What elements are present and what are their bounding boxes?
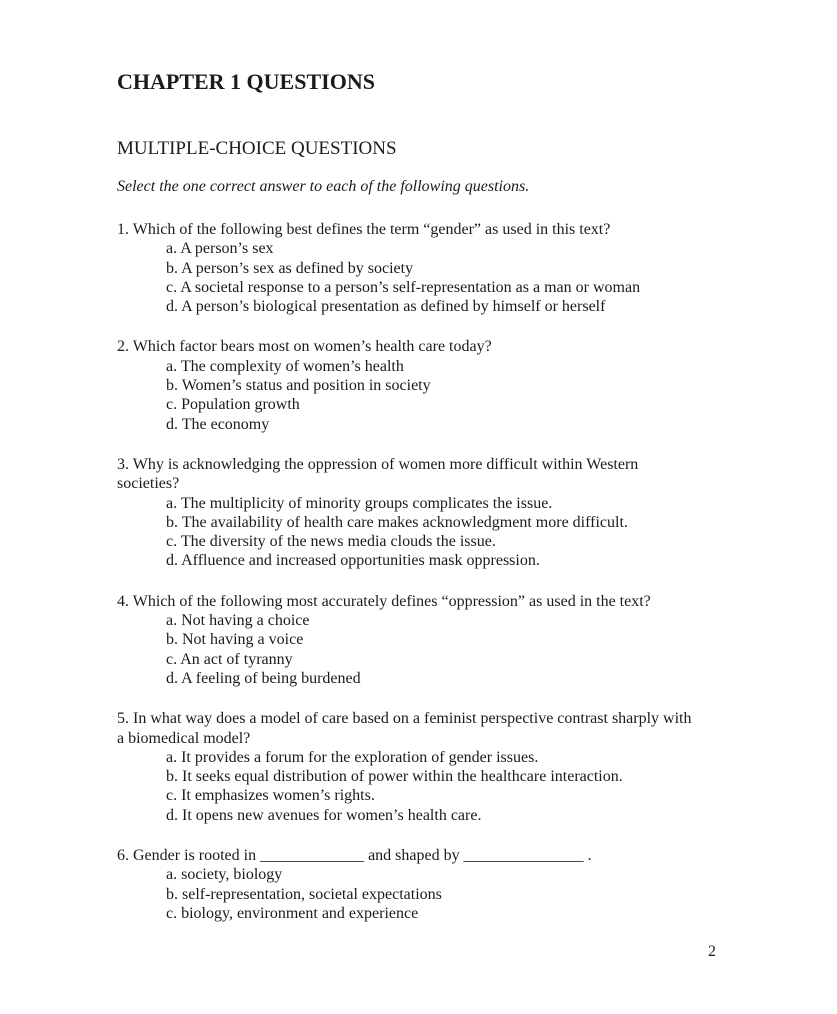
section-heading: MULTIPLE-CHOICE QUESTIONS [117,138,397,159]
question-option: d. It opens new avenues for women’s health care. [166,806,482,824]
question-option: c. An act of tyranny [166,650,293,668]
options-list [117,357,782,434]
question-option: b. It seeks equal distribution of power within the healthcare interaction. [166,768,623,786]
question-block-2 [117,337,782,433]
question-option: a. It provides a forum for the exploration of gender issues. [166,748,539,766]
question-option: a. The complexity of women’s health [166,357,404,375]
page-title: CHAPTER 1 QUESTIONS [117,69,375,94]
question-block-1 [117,220,782,316]
question-block-6 [117,846,782,923]
question-option: b. Not having a voice [166,631,304,649]
question-option: c. It emphasizes women’s rights. [166,787,375,805]
question-option: c. A societal response to a person’s self-representation as a man or woman [166,278,641,296]
options-list [117,865,782,923]
question-option: a. A person’s sex [166,240,274,258]
question-option: c. biology, environment and experience [166,904,419,922]
question-option: b. A person’s sex as defined by society [166,259,414,277]
instructions-text: Select the one correct answer to each of the following questions. [117,178,530,195]
question-option: d. A person’s biological presentation as defined by himself or herself [166,298,606,316]
page-number: 2 [708,943,716,960]
question-option: b. Women’s status and position in society [166,377,431,395]
question-option: c. Population growth [166,396,300,414]
options-list [117,239,782,316]
question-text: 3. Why is acknowledging the oppression of women more difficult within Western [117,455,639,473]
question-text: 2. Which factor bears most on women’s health care today? [117,338,492,356]
question-option: b. self-representation, societal expectations [166,885,442,903]
options-list [117,611,782,688]
question-option: b. The availability of health care makes acknowledgment more difficult. [166,513,628,531]
question-text: a biomedical model? [117,729,251,747]
question-block-3 [117,455,782,571]
question-block-4 [117,592,782,688]
question-text: societies? [117,475,180,493]
question-option: c. The diversity of the news media clouds the issue. [166,533,496,551]
question-block-5 [117,709,782,825]
question-text: 1. Which of the following best defines the term “gender” as used in this text? [117,221,611,238]
question-option: a. Not having a choice [166,612,310,630]
question-text: 6. Gender is rooted in _____________ and shaped by _______________ . [117,847,592,865]
question-option: a. society, biology [166,866,283,884]
question-option: d. A feeling of being burdened [166,669,361,687]
question-text: 4. Which of the following most accurately defines “oppression” as used in the text? [117,592,651,610]
question-option: d. The economy [166,415,270,433]
question-option: a. The multiplicity of minority groups complicates the issue. [166,494,553,512]
page-content [117,69,782,944]
question-option: d. Affluence and increased opportunities mask oppression. [166,552,540,570]
question-text: 5. In what way does a model of care based on a feminist perspective contrast sharply with [117,710,692,728]
options-list [117,748,782,825]
options-list [117,494,782,571]
